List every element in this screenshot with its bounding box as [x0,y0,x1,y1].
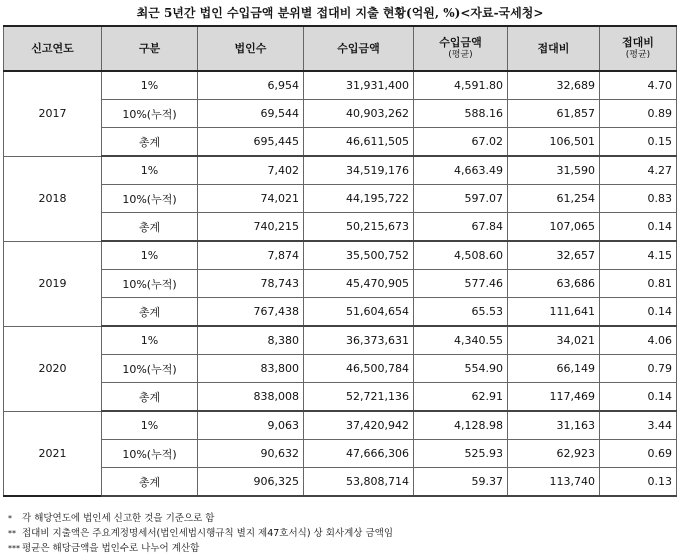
entertainment-average-cell: 0.14 [600,383,677,412]
year-cell: 2017 [4,71,102,156]
corporations-cell: 767,438 [198,298,304,327]
revenue-average-cell: 4,508.60 [414,241,508,270]
header-revenue-average [414,26,508,71]
entertainment-cell: 106,501 [508,128,600,157]
revenue-average-cell: 597.07 [414,185,508,213]
category-cell: 10%(누적) [102,100,198,128]
page-title: 최근 5년간 법인 수입금액 분위별 접대비 지출 현황(억원, %)<자료-국세청> [136,6,544,20]
corporations-cell: 6,954 [198,71,304,100]
revenue-cell: 51,604,654 [304,298,414,327]
category-cell: 10%(누적) [102,355,198,383]
revenue-cell: 45,470,905 [304,270,414,298]
entertainment-average-cell: 0.13 [600,468,677,497]
entertainment-cell: 107,065 [508,213,600,242]
entertainment-cell: 113,740 [508,468,600,497]
entertainment-cell: 61,857 [508,100,600,128]
entertainment-cell: 63,686 [508,270,600,298]
revenue-average-cell: 525.93 [414,440,508,468]
corporations-cell: 69,544 [198,100,304,128]
revenue-average-cell: 4,591.80 [414,71,508,100]
revenue-average-cell: 577.46 [414,270,508,298]
year-cell: 2019 [4,241,102,326]
entertainment-average-cell: 0.15 [600,128,677,157]
entertainment-average-cell: 0.89 [600,100,677,128]
footnote-text: 각 해당연도에 법인세 신고한 것을 기준으로 함 [22,513,215,524]
header-revenue: 수입금액 [304,26,414,71]
entertainment-cell: 61,254 [508,185,600,213]
entertainment-average-cell: 4.27 [600,156,677,185]
corporations-cell: 8,380 [198,326,304,355]
entertainment-average-cell: 4.70 [600,71,677,100]
table-row [4,440,677,468]
entertainment-cell: 32,657 [508,241,600,270]
footnote [8,526,668,541]
corporations-cell: 695,445 [198,128,304,157]
corporations-cell: 74,021 [198,185,304,213]
table-row [4,298,677,327]
entertainment-cell: 31,163 [508,411,600,440]
year-cell: 2018 [4,156,102,241]
corporations-cell: 740,215 [198,213,304,242]
revenue-cell: 31,931,400 [304,71,414,100]
table-row [4,270,677,298]
entertainment-average-cell: 0.14 [600,213,677,242]
category-cell: 1% [102,326,198,355]
category-cell: 1% [102,241,198,270]
header-entertainment: 접대비 [508,26,600,71]
entertainment-cell: 32,689 [508,71,600,100]
table-row [4,468,677,497]
footnote [8,541,668,556]
category-cell: 총계 [102,468,198,497]
corporations-cell: 90,632 [198,440,304,468]
table-body [4,71,677,496]
table-row [4,71,677,100]
corporations-cell: 7,402 [198,156,304,185]
entertainment-cell: 34,021 [508,326,600,355]
revenue-average-cell: 4,663.49 [414,156,508,185]
table-row [4,156,677,185]
category-cell: 1% [102,411,198,440]
entertainment-cell: 62,923 [508,440,600,468]
revenue-cell: 50,215,673 [304,213,414,242]
table-row [4,185,677,213]
corporations-cell: 9,063 [198,411,304,440]
category-cell: 총계 [102,128,198,157]
revenue-cell: 34,519,176 [304,156,414,185]
entertainment-cell: 111,641 [508,298,600,327]
entertainment-average-cell: 0.69 [600,440,677,468]
entertainment-cell: 117,469 [508,383,600,412]
revenue-cell: 44,195,722 [304,185,414,213]
table-row [4,411,677,440]
revenue-average-cell: 554.90 [414,355,508,383]
revenue-cell: 37,420,942 [304,411,414,440]
table-row [4,326,677,355]
entertainment-expense-table [3,25,677,497]
category-cell: 10%(누적) [102,270,198,298]
revenue-average-cell: 4,128.98 [414,411,508,440]
revenue-cell: 36,373,631 [304,326,414,355]
entertainment-average-cell: 3.44 [600,411,677,440]
revenue-cell: 35,500,752 [304,241,414,270]
revenue-average-cell: 65.53 [414,298,508,327]
revenue-cell: 46,500,784 [304,355,414,383]
revenue-average-cell: 4,340.55 [414,326,508,355]
entertainment-average-cell: 4.06 [600,326,677,355]
footnote [8,511,668,526]
table-row [4,383,677,412]
header-entertainment-average-sub: (평균) [625,49,651,60]
entertainment-average-cell: 0.83 [600,185,677,213]
footnotes [8,511,668,556]
corporations-cell: 906,325 [198,468,304,497]
category-cell: 1% [102,156,198,185]
entertainment-cell: 66,149 [508,355,600,383]
entertainment-average-cell: 4.15 [600,241,677,270]
footnote-mark: ** [8,529,16,538]
corporations-cell: 83,800 [198,355,304,383]
entertainment-average-cell: 0.79 [600,355,677,383]
category-cell: 총계 [102,298,198,327]
category-cell: 총계 [102,383,198,412]
header-revenue-average-label: 수입금액 [439,35,482,49]
header-entertainment-average-label: 접대비 [622,35,654,49]
table-row [4,213,677,242]
entertainment-average-cell: 0.14 [600,298,677,327]
entertainment-average-cell: 0.81 [600,270,677,298]
table-row [4,128,677,157]
entertainment-cell: 31,590 [508,156,600,185]
revenue-average-cell: 67.84 [414,213,508,242]
footnote-text: 접대비 지출액은 주요계정명세서(법인세법시행규칙 별지 제47호서식) 상 회사계상 금액임 [22,528,394,539]
revenue-cell: 53,808,714 [304,468,414,497]
header-row [4,26,677,71]
revenue-cell: 40,903,262 [304,100,414,128]
revenue-average-cell: 62.91 [414,383,508,412]
category-cell: 1% [102,71,198,100]
header-year: 신고연도 [4,26,102,71]
footnote-mark: * [8,514,12,523]
revenue-average-cell: 59.37 [414,468,508,497]
revenue-cell: 46,611,505 [304,128,414,157]
table-row [4,355,677,383]
corporations-cell: 7,874 [198,241,304,270]
revenue-average-cell: 67.02 [414,128,508,157]
header-corporations: 법인수 [198,26,304,71]
revenue-cell: 52,721,136 [304,383,414,412]
header-revenue-average-sub: (평균) [448,49,473,60]
footnote-mark: *** [8,544,20,553]
year-cell: 2021 [4,411,102,496]
category-cell: 총계 [102,213,198,242]
category-cell: 10%(누적) [102,440,198,468]
revenue-cell: 47,666,306 [304,440,414,468]
category-cell: 10%(누적) [102,185,198,213]
corporations-cell: 838,008 [198,383,304,412]
header-entertainment-average [600,26,677,71]
header-category: 구분 [102,26,198,71]
table-row [4,100,677,128]
table-row [4,241,677,270]
revenue-average-cell: 588.16 [414,100,508,128]
footnote-text: 평균은 해당금액을 법인수로 나누어 계산함 [22,543,200,554]
year-cell: 2020 [4,326,102,411]
corporations-cell: 78,743 [198,270,304,298]
